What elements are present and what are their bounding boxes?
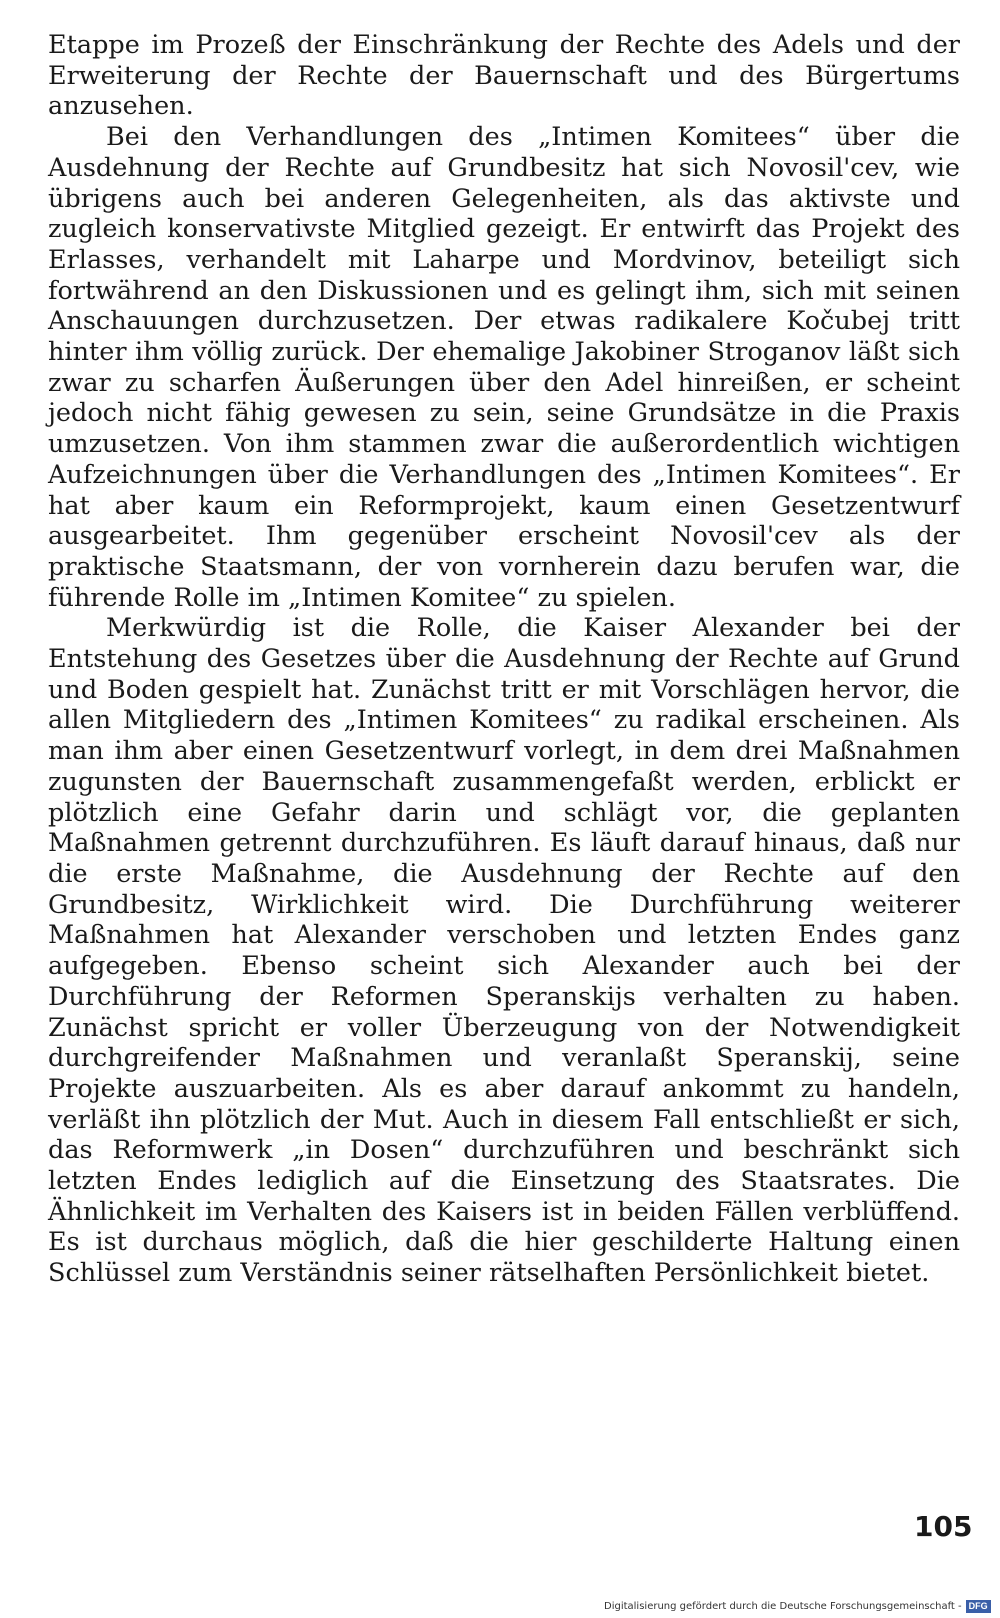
paragraph: Etappe im Prozeß der Einschränkung der Rechte des Adels und der Erweiterung der Rechte der Bauernschaft und des Bürgertums anzusehen. xyxy=(48,30,960,122)
page-number: 105 xyxy=(914,1510,973,1543)
paragraph: Bei den Verhandlungen des „Intimen Komitees“ über die Ausdehnung der Rechte auf Grundbesitz hat sich Novosil'cev, wie übrigens auch bei anderen Gelegenheiten, als das aktivste und zugleich konservativste Mitglied gezeigt. Er entwirft das Projekt des Erlasses, verhandelt mit Laharpe und Mordvinov, beteiligt sich fortwährend an den Diskussionen und es gelingt ihm, sich mit seinen Anschauungen durchzusetzen. Der etwas radikalere Kočubej tritt hinter ihm völlig zurück. Der ehemalige Jakobiner Stroganov läßt sich zwar zu scharfen Äußerungen über den Adel hinreißen, er scheint jedoch nicht fähig gewesen zu sein, seine Grundsätze in die Praxis umzusetzen. Von ihm stammen zwar die außerordentlich wichtigen Aufzeichnungen über die Verhandlungen des „Intimen Komitees“. Er hat aber kaum ein Reformprojekt, kaum einen Gesetzentwurf ausgearbeitet. Ihm gegenüber erscheint Novosil'cev als der praktische Staatsmann, der von vornherein dazu berufen war, die führende Rolle im „Intimen Komitee“ zu spielen. xyxy=(48,122,960,613)
digitization-footer xyxy=(604,1598,991,1614)
footer-text: Digitalisierung gefördert durch die Deutsche Forschungsgemeinschaft - xyxy=(604,1600,962,1612)
body-text xyxy=(48,30,960,1289)
dfg-logo: DFG xyxy=(966,1600,991,1613)
paragraph: Merkwürdig ist die Rolle, die Kaiser Alexander bei der Entstehung des Gesetzes über die Ausdehnung der Rechte auf Grund und Boden gespielt hat. Zunächst tritt er mit Vorschlägen hervor, die allen Mitgliedern des „Intimen Komitees“ zu radikal erscheinen. Als man ihm aber einen Gesetzentwurf vorlegt, in dem drei Maßnahmen zugunsten der Bauernschaft zusammengefaßt werden, erblickt er plötzlich eine Gefahr darin und schlägt vor, die geplanten Maßnahmen getrennt durchzuführen. Es läuft darauf hinaus, daß nur die erste Maßnahme, die Ausdehnung der Rechte auf den Grundbesitz, Wirklichkeit wird. Die Durchführung weiterer Maßnahmen hat Alexander verschoben und letzten Endes ganz aufgegeben. Ebenso scheint sich Alexander auch bei der Durchführung der Reformen Speranskijs verhalten zu haben. Zunächst spricht er voller Überzeugung von der Notwendigkeit durchgreifender Maßnahmen und veranlaßt Speranskij, seine Projekte auszuarbeiten. Als es aber darauf ankommt zu handeln, verläßt ihn plötzlich der Mut. Auch in diesem Fall entschließt er sich, das Reformwerk „in Dosen“ durchzuführen und beschränkt sich letzten Endes lediglich auf die Einsetzung des Staatsrates. Die Ähnlichkeit im Verhalten des Kaisers ist in beiden Fällen verblüffend. Es ist durchaus möglich, daß die hier geschilderte Haltung einen Schlüssel zum Verständnis seiner rätselhaften Persönlichkeit bietet. xyxy=(48,613,960,1289)
